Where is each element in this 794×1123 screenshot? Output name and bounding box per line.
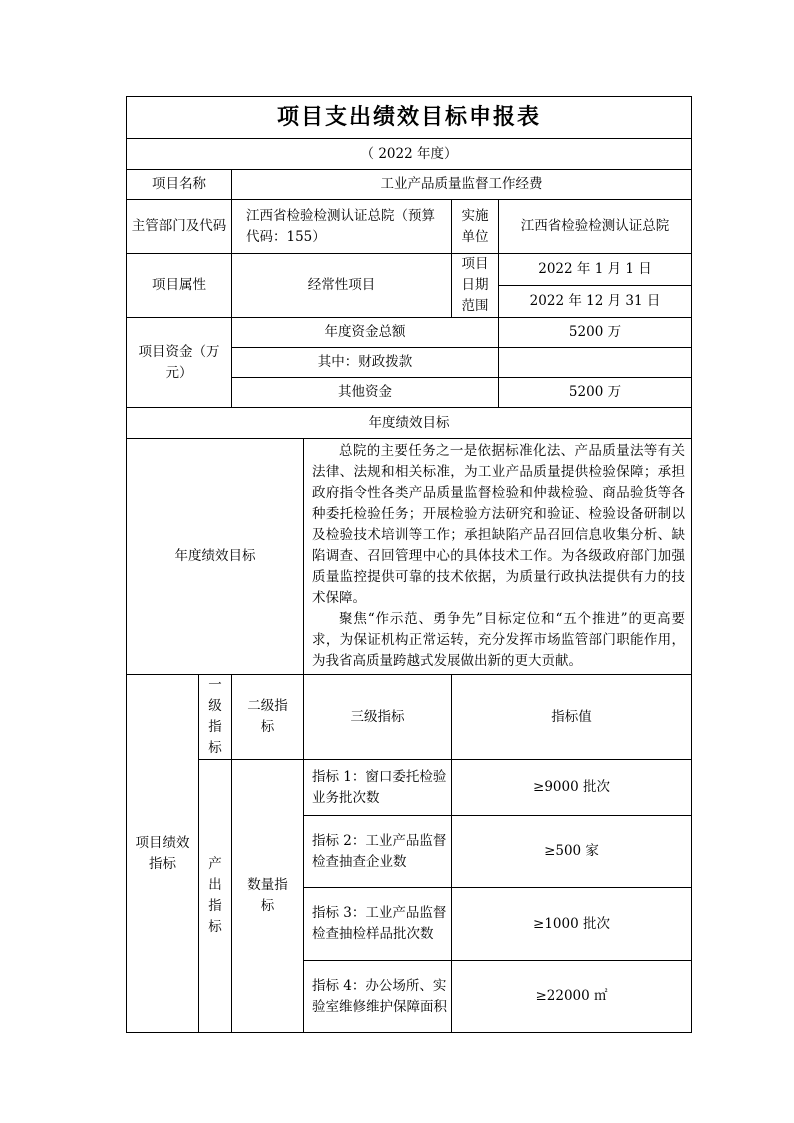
level2-text: 数量指标	[247, 877, 288, 914]
dept-label: 主管部门及代码	[127, 200, 232, 254]
form-table	[126, 96, 692, 1033]
date-start: 2022 年 1 月 1 日	[499, 254, 692, 286]
col-level2-header	[232, 675, 304, 760]
date-end: 2022 年 12 月 31 日	[499, 286, 692, 318]
funds-total-value: 5200 万	[499, 318, 692, 348]
indicator-row-2-name: 指标 2：工业产品监督检查抽查企业数	[304, 816, 452, 888]
funds-other-value: 5200 万	[499, 378, 692, 408]
funds-fiscal-label: 其中：财政拨款	[232, 348, 499, 378]
funds-label: 项目资金（万元）	[127, 318, 232, 408]
impl-label: 实施单位	[452, 200, 499, 254]
form-year: （ 2022 年度）	[127, 139, 692, 170]
annual-goal-paragraph-2: 聚焦“作示范、勇争先”目标定位和“五个推进”的更高要求，为保证机构正常运转，充分发挥市场监管部门职能作用，为我省高质量跨越式发展做出新的更大贡献。	[312, 611, 686, 669]
col-level3-header: 三级指标	[304, 675, 452, 760]
annual-goal-section-title: 年度绩效目标	[127, 408, 692, 439]
col-level1-text: 一级指标	[208, 677, 222, 756]
project-name-value: 工业产品质量监督工作经费	[232, 170, 692, 200]
level2-cell	[232, 760, 304, 1033]
date-label: 项目日期范围	[452, 254, 499, 318]
funds-other-label: 其他资金	[232, 378, 499, 408]
annual-goal-label: 年度绩效目标	[127, 439, 304, 675]
performance-form	[126, 96, 691, 1033]
indicators-label	[127, 675, 199, 1033]
level1-cell	[199, 760, 232, 1033]
attr-label: 项目属性	[127, 254, 232, 318]
indicators-label-text: 项目绩效指标	[135, 834, 190, 872]
indicator-row-1-name: 指标 1：窗口委托检验业务批次数	[304, 760, 452, 816]
dept-value: 江西省检验检测认证总院（预算代码：155）	[232, 200, 452, 254]
col-value-header: 指标值	[452, 675, 692, 760]
project-name-label: 项目名称	[127, 170, 232, 200]
level1-text: 产出指标	[208, 856, 222, 935]
col-level2-text: 二级指标	[247, 698, 288, 735]
funds-fiscal-value	[499, 348, 692, 378]
indicator-row-4-name: 指标 4：办公场所、实验室维修维护保障面积	[304, 961, 452, 1033]
indicator-row-3-value: ≥1000 批次	[452, 888, 692, 961]
indicator-row-4-value: ≥22000 ㎡	[452, 961, 692, 1033]
annual-goal-paragraph-1: 总院的主要任务之一是依据标准化法、产品质量法等有关法律、法规和相关标准，为工业产品质量提供检验保障；承担政府指令性各类产品质量监督检验和仲裁检验、商品验货等各种委托检验任务；开展检验方法研究和验证、检验设备研制以及检验技术培训等工作；承担缺陷产品召回信息收集分析、缺陷调查、召回管理中心的具体技术工作。为各级政府部门加强质量监控提供可靠的技术依据，为质量行政执法提供有力的技术保障。	[312, 443, 686, 606]
form-title: 项目支出绩效目标申报表	[127, 97, 692, 139]
impl-value: 江西省检验检测认证总院	[499, 200, 692, 254]
attr-value: 经常性项目	[232, 254, 452, 318]
annual-goal-text	[304, 439, 692, 675]
indicator-row-2-value: ≥500 家	[452, 816, 692, 888]
indicator-row-1-value: ≥9000 批次	[452, 760, 692, 816]
col-level1-header	[199, 675, 232, 760]
indicator-row-3-name: 指标 3：工业产品监督检查抽检样品批次数	[304, 888, 452, 961]
funds-total-label: 年度资金总额	[232, 318, 499, 348]
